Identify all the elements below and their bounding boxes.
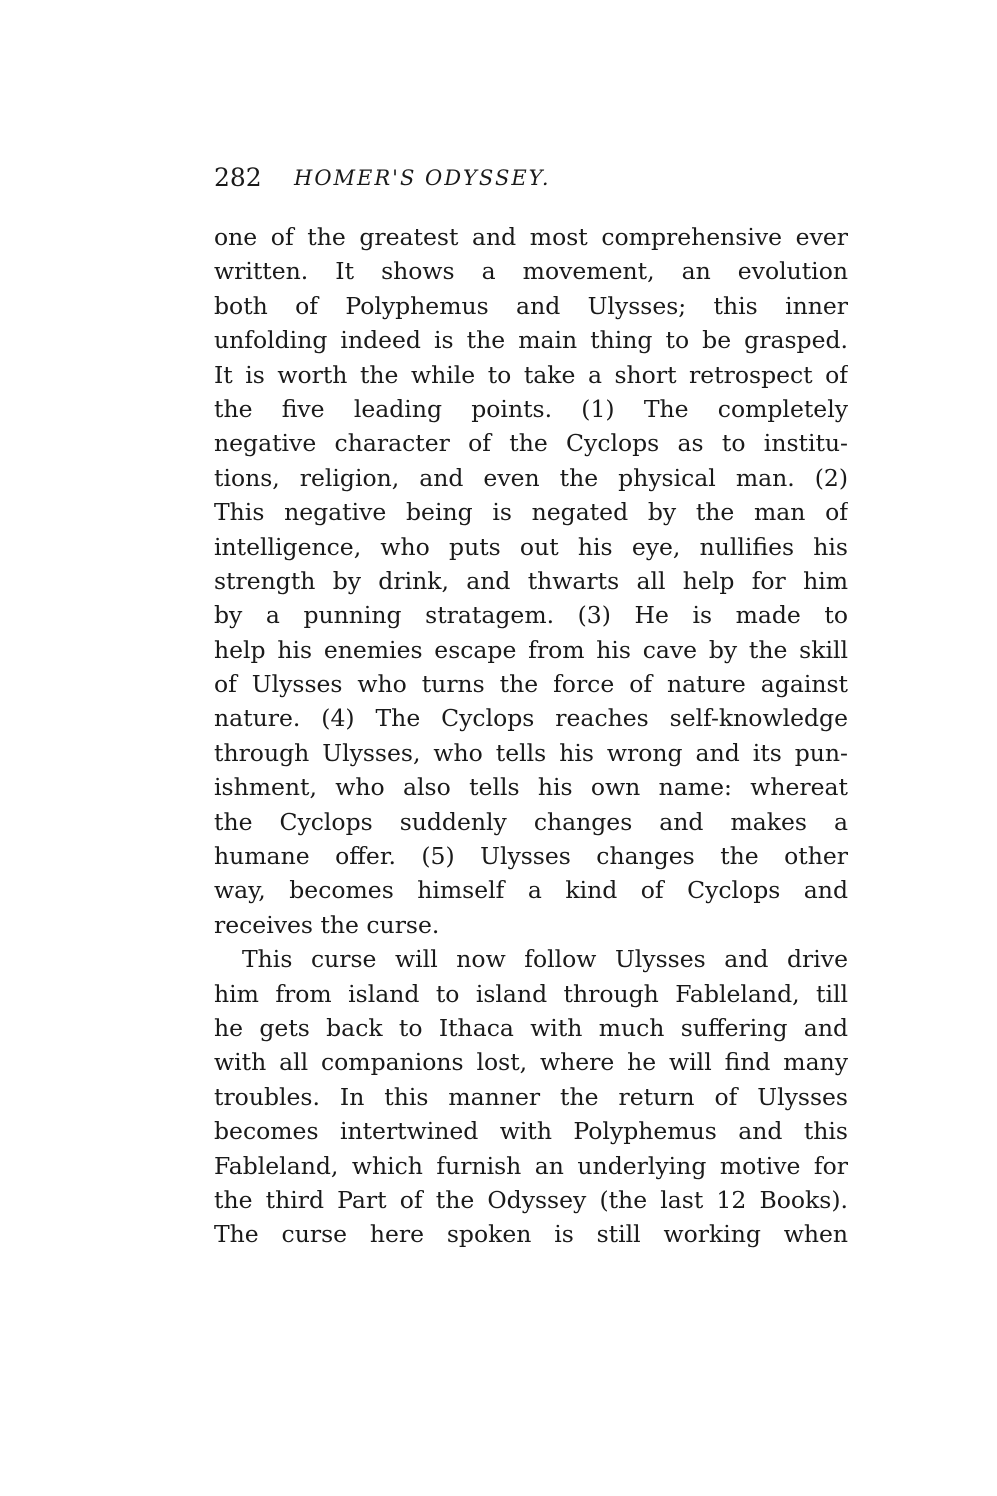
text-line: through Ulysses, who tells his wrong and its pun-	[214, 738, 848, 767]
text-line: The curse here spoken is still working when	[214, 1220, 848, 1249]
text-line: the Cyclops suddenly changes and makes a	[214, 807, 848, 836]
text-line: humane offer. (5) Ulysses changes the other	[214, 842, 848, 871]
text-line: This curse will now follow Ulysses and drive	[242, 945, 848, 974]
text-line: him from island to island through Fableland, till	[214, 979, 848, 1008]
text-line: help his enemies escape from his cave by the skill	[214, 635, 848, 664]
text-line: the third Part of the Odyssey (the last 12 Books).	[214, 1185, 848, 1214]
text-line: negative character of the Cyclops as to institu-	[214, 429, 848, 458]
text-line: Fableland, which furnish an underlying motive for	[214, 1151, 848, 1180]
text-line: becomes intertwined with Polyphemus and this	[214, 1117, 848, 1146]
paragraph-2	[214, 942, 848, 1252]
text-line: troubles. In this manner the return of Ulysses	[214, 1082, 848, 1111]
page-number: 282	[214, 163, 262, 192]
text-line: receives the curse.	[214, 910, 440, 939]
text-line: This negative being is negated by the man of	[214, 498, 848, 527]
paragraph-1	[214, 220, 848, 942]
text-line: It is worth the while to take a short retrospect of	[214, 360, 848, 389]
text-line: he gets back to Ithaca with much suffering and	[214, 1013, 848, 1042]
text-line: unfolding indeed is the main thing to be grasped.	[214, 326, 848, 355]
text-line: one of the greatest and most comprehensive ever	[214, 223, 848, 251]
text-line: way, becomes himself a kind of Cyclops and	[214, 876, 848, 905]
text-line: tions, religion, and even the physical man. (2)	[214, 463, 848, 492]
text-line: by a punning stratagem. (3) He is made to	[214, 601, 848, 630]
text-line: the five leading points. (1) The completely	[214, 394, 848, 423]
text-line: written. It shows a movement, an evolution	[214, 257, 848, 286]
running-title: HOMER'S ODYSSEY.	[294, 166, 551, 190]
body-text	[214, 220, 848, 1252]
running-head	[214, 158, 848, 198]
text-line: with all companions lost, where he will find many	[214, 1048, 848, 1077]
text-line: ishment, who also tells his own name: whereat	[214, 773, 848, 802]
text-line: nature. (4) The Cyclops reaches self-knowledge	[214, 704, 848, 733]
text-line: intelligence, who puts out his eye, nullifies his	[214, 532, 848, 561]
text-line: of Ulysses who turns the force of nature against	[214, 670, 848, 699]
text-line: strength by drink, and thwarts all help for him	[214, 566, 848, 595]
text-line: both of Polyphemus and Ulysses; this inner	[214, 291, 848, 320]
